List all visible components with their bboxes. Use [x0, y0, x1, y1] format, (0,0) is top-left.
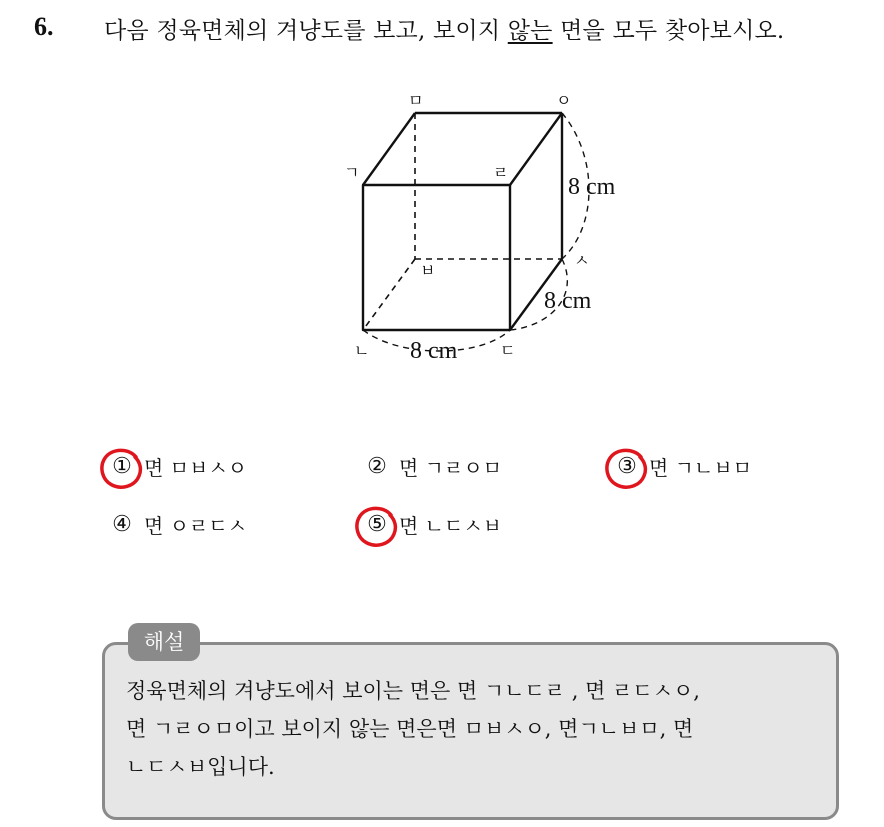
choice-number-1 — [108, 454, 136, 479]
vertex-label-b: ㅂ — [420, 261, 436, 280]
red-circle-mark-icon — [603, 445, 649, 491]
choice-label-2: 면 ㄱㄹㅇㅁ — [399, 456, 502, 480]
choice-label-1: 면 ㅁㅂㅅㅇ — [144, 456, 247, 480]
choice-3[interactable] — [613, 452, 752, 481]
solution-line-1: 정육면체의 겨냥도에서 보이는 면은 면 ㄱㄴㄷㄹ , 면 ㄹㄷㅅㅇ, — [126, 679, 700, 703]
edge-top-right — [510, 113, 562, 185]
vertex-label-n: ㄴ — [354, 341, 370, 360]
choice-4[interactable] — [108, 510, 247, 539]
question-text-after: 면을 모두 찾아보시오. — [552, 18, 785, 44]
red-circle-mark-icon — [353, 503, 399, 549]
vertex-label-g: ㄱ — [344, 163, 360, 182]
choice-number-3 — [613, 454, 641, 479]
red-circle-mark-icon — [98, 445, 144, 491]
front-face — [363, 185, 510, 330]
choice-number-4: ④ — [112, 512, 132, 537]
dimension-label-depth: 8 cm — [544, 288, 592, 314]
choice-5[interactable] — [363, 510, 502, 539]
question-text — [104, 12, 784, 45]
vertex-label-s: ㅅ — [574, 251, 590, 270]
dimension-label-height: 8 cm — [568, 174, 616, 200]
vertex-label-m: ㅁ — [408, 91, 424, 110]
dimension-label-width: 8 cm — [410, 338, 458, 364]
choice-number-3-text: ③ — [617, 454, 637, 479]
solution-tag: 해설 — [128, 623, 200, 661]
hidden-edge-depth — [363, 259, 415, 330]
solution-text — [126, 672, 826, 786]
vertex-label-r: ㄹ — [493, 163, 509, 182]
vertex-label-o: ㅇ — [556, 91, 572, 110]
solution-line-2: 면 ㄱㄹㅇㅁ이고 보이지 않는 면은면 ㅁㅂㅅㅇ, 면ㄱㄴㅂㅁ, 면 — [126, 717, 694, 741]
question-text-before: 다음 정육면체의 겨냥도를 보고, 보이지 — [104, 18, 508, 44]
cube-diagram — [330, 86, 650, 366]
question-underlined-word: 않는 — [507, 18, 553, 44]
choice-number-5 — [363, 512, 391, 537]
choice-label-3: 면 ㄱㄴㅂㅁ — [649, 456, 752, 480]
choice-label-5: 면 ㄴㄷㅅㅂ — [399, 514, 502, 538]
choice-2[interactable] — [363, 452, 502, 481]
vertex-label-d: ㄷ — [500, 341, 516, 360]
choice-number-2: ② — [367, 454, 387, 479]
choice-number-5-text: ⑤ — [367, 512, 387, 537]
solution-line-3: ㄴㄷㅅㅂ입니다. — [126, 755, 275, 779]
cube-figure — [330, 86, 650, 366]
edge-top-left — [363, 113, 415, 185]
question-number: 6. — [34, 12, 54, 41]
choice-number-1-text: ① — [112, 454, 132, 479]
choice-label-4: 면 ㅇㄹㄷㅅ — [144, 514, 247, 538]
choice-1[interactable] — [108, 452, 247, 481]
